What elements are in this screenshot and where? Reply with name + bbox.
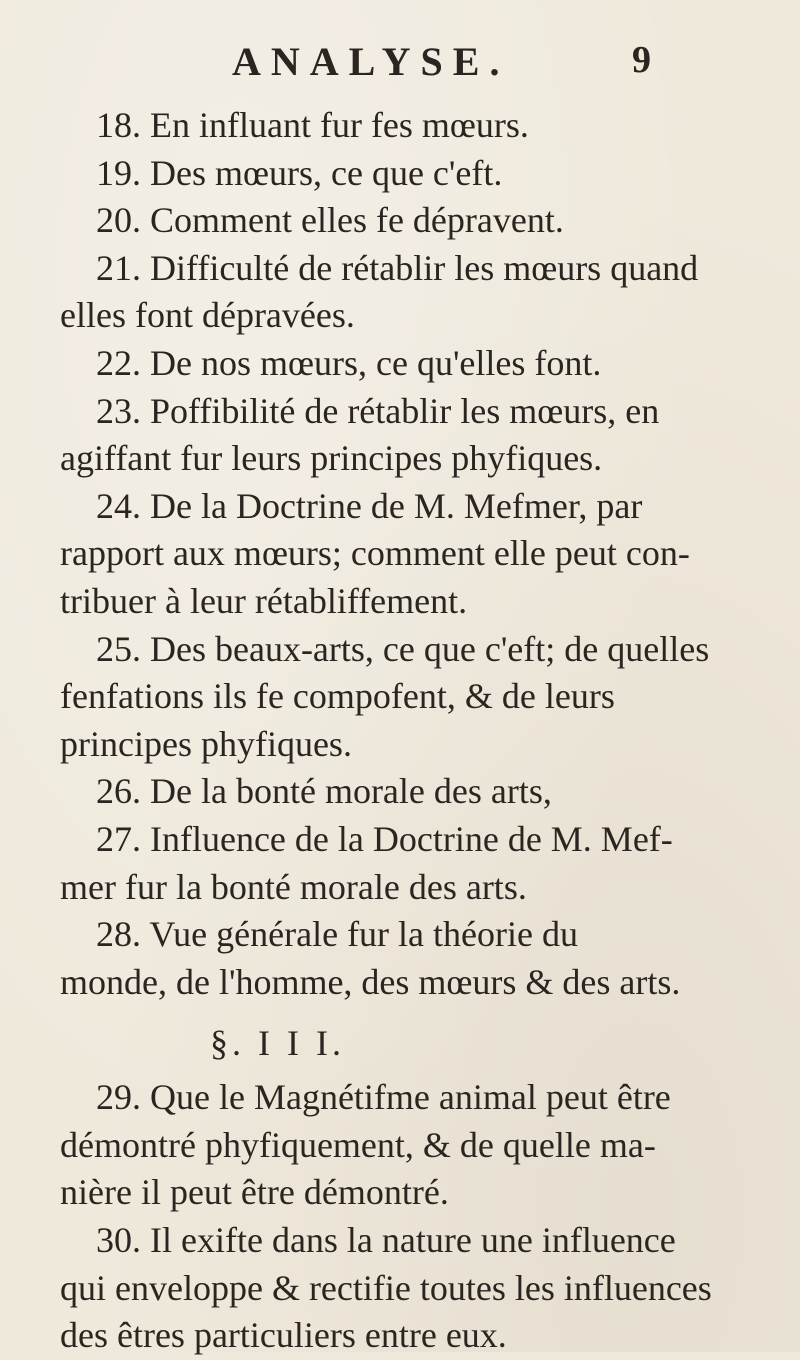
table-of-contents-text xyxy=(60,102,750,1360)
toc-line-28-cont: monde, de l'homme, des mœurs & des arts. xyxy=(60,961,681,1002)
toc-line-20: 20. Comment elles fe dépravent. xyxy=(96,200,564,241)
running-title: ANALYSE. xyxy=(232,39,510,84)
toc-line-24: 24. De la Doctrine de M. Mefmer, par xyxy=(96,485,643,526)
toc-line-30-cont-2: des êtres particuliers entre eux. xyxy=(60,1315,507,1356)
toc-line-19: 19. Des mœurs, ce que c'eft. xyxy=(96,152,503,193)
toc-line-27-cont: mer fur la bonté morale des arts. xyxy=(60,866,527,907)
page-number: 9 xyxy=(632,39,651,81)
toc-line-27: 27. Influence de la Doctrine de M. Mef- xyxy=(96,818,673,859)
toc-line-28: 28. Vue générale fur la théorie du xyxy=(96,914,578,955)
section-heading: §. I I I. xyxy=(210,1023,345,1064)
toc-line-21: 21. Difficulté de rétablir les mœurs quand xyxy=(96,247,699,288)
toc-line-29-cont-1: démontré phyfiquement, & de quelle ma- xyxy=(60,1124,656,1165)
toc-line-29: 29. Que le Magnétifme animal peut être xyxy=(96,1077,671,1118)
toc-line-23: 23. Poffibilité de rétablir les mœurs, en xyxy=(96,390,660,431)
toc-line-25-cont-2: principes phyfiques. xyxy=(60,723,352,764)
toc-line-29-cont-2: nière il peut être démontré. xyxy=(60,1172,449,1213)
toc-line-21-cont: elles font dépravées. xyxy=(60,295,355,336)
toc-line-18: 18. En influant fur fes mœurs. xyxy=(96,105,529,145)
toc-line-23-cont: agiffant fur leurs principes phyfiques. xyxy=(60,438,603,479)
toc-line-22: 22. De nos mœurs, ce qu'elles font. xyxy=(96,342,602,383)
toc-line-30-cont-1: qui enveloppe & rectifie toutes les influences xyxy=(60,1267,712,1308)
page-header xyxy=(0,38,800,98)
toc-line-30: 30. Il exifte dans la nature une influence xyxy=(96,1220,676,1261)
toc-line-25: 25. Des beaux-arts, ce que c'eft; de quelles xyxy=(96,628,710,669)
toc-line-25-cont-1: fenfations ils fe compofent, & de leurs xyxy=(60,676,615,717)
toc-line-24-cont-1: rapport aux mœurs; comment elle peut con- xyxy=(60,533,690,574)
toc-line-26: 26. De la bonté morale des arts, xyxy=(96,771,552,812)
toc-line-24-cont-2: tribuer à leur rétabliffement. xyxy=(60,580,468,621)
